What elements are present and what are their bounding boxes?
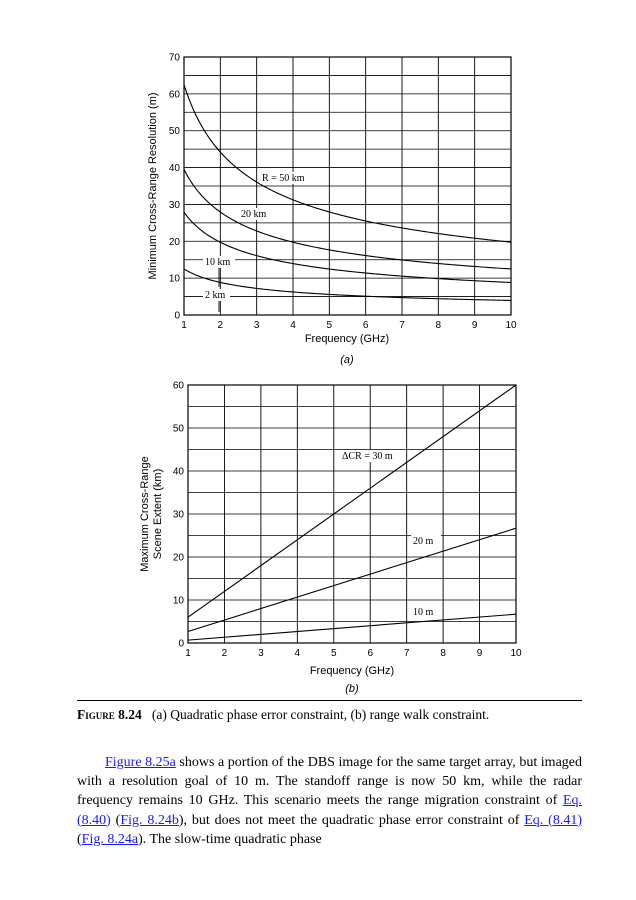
series-label: 20 m [413,536,434,547]
body-paragraph [77,753,582,849]
x-tick-label: 8 [440,648,446,659]
y-tick-label: 30 [168,199,180,211]
y-tick-label: 60 [172,380,184,392]
x-tick-label: 1 [185,648,191,659]
x-tick-label: 3 [253,320,260,331]
grid [184,57,511,315]
series-label: 10 km [205,257,231,268]
link-figure-8-25a[interactable]: Figure 8.25a [105,755,176,770]
chart-b [0,372,636,697]
y-tick-label: 40 [172,466,184,478]
y-axis-label-line2: Scene Extent (km) [152,468,164,560]
series-label: 10 m [413,607,434,618]
x-tick-label: 7 [403,648,410,659]
link-fig-8-24b[interactable]: Fig. 8.24b [120,812,179,828]
x-tick-label: 10 [510,648,522,659]
x-tick-label: 9 [471,320,478,331]
y-tick-label: 10 [168,273,180,285]
text-2: ( [110,812,121,828]
y-tick-label: 0 [178,638,184,650]
x-tick-label: 5 [326,320,333,331]
y-tick-label: 60 [168,89,180,101]
caption-rule [77,700,582,701]
series-label: 2 km [205,290,226,301]
text-1: shows a portion of the DBS image for the same target array, but imaged with a resolution goal of 10 m. The standoff range is now 50 km, while the radar frequency remains 10 GHz. This scenario meets the range migration constraint of [77,755,582,809]
series-line [188,528,516,631]
x-tick-label: 1 [181,320,187,331]
panel-label: (a) [340,354,354,366]
series-label: 20 km [241,209,267,220]
x-tick-label: 10 [505,320,517,331]
caption-label: Figure 8.24 [77,707,142,722]
y-tick-label: 30 [172,509,184,521]
y-tick-label: 40 [168,163,180,175]
x-tick-label: 5 [330,648,337,659]
series-line [188,614,516,640]
series-line [184,85,511,243]
series-label: ΔCR = 30 m [342,451,393,462]
x-axis-label: Frequency (GHz) [304,333,390,345]
y-axis-label: Minimum Cross-Range Resolution (m) [147,92,159,280]
x-axis-label: Frequency (GHz) [309,665,395,677]
series-labels [340,450,441,618]
tick-labels [173,381,522,660]
y-tick-label: 10 [172,595,184,607]
x-tick-label: 4 [294,648,301,659]
text-3: ), but does not meet the quadratic phase error constraint of [178,812,525,828]
x-tick-label: 6 [367,648,374,659]
series-line [184,269,511,301]
panel-label: (b) [345,683,359,695]
grid [188,385,516,643]
x-tick-label: 4 [290,320,296,331]
x-tick-label: 8 [435,320,442,331]
series [184,85,511,301]
figure-caption [77,706,582,724]
link-fig-8-24a[interactable]: Fig. 8.24a [81,831,139,847]
link-eq-8-41[interactable]: Eq. (8.41) [524,812,582,828]
series-line [188,385,516,617]
chart-a [0,0,636,372]
y-tick-label: 20 [168,236,180,248]
x-tick-label: 6 [362,320,369,331]
x-tick-label: 9 [476,648,483,659]
x-tick-label: 3 [258,648,264,659]
y-tick-label: 20 [172,552,184,564]
x-tick-label: 2 [217,320,224,331]
x-tick-label: 7 [399,320,405,331]
link-eq-8-40[interactable]: Eq. (8.40) [77,793,582,828]
text-4: ( [77,831,82,847]
y-tick-label: 0 [174,310,180,322]
text-5: ). The slow-time quadratic phase [138,831,322,847]
caption-text: (a) Quadratic phase error constraint, (b) range walk constraint. [151,707,490,722]
series-line [184,169,511,269]
y-axis-label-line1: Maximum Cross-Range [139,456,151,572]
y-tick-label: 50 [172,423,184,435]
y-tick-label: 50 [168,126,180,138]
series-label: R = 50 km [262,173,305,184]
x-tick-label: 2 [221,648,228,659]
y-tick-label: 70 [168,52,180,64]
series [188,385,516,640]
